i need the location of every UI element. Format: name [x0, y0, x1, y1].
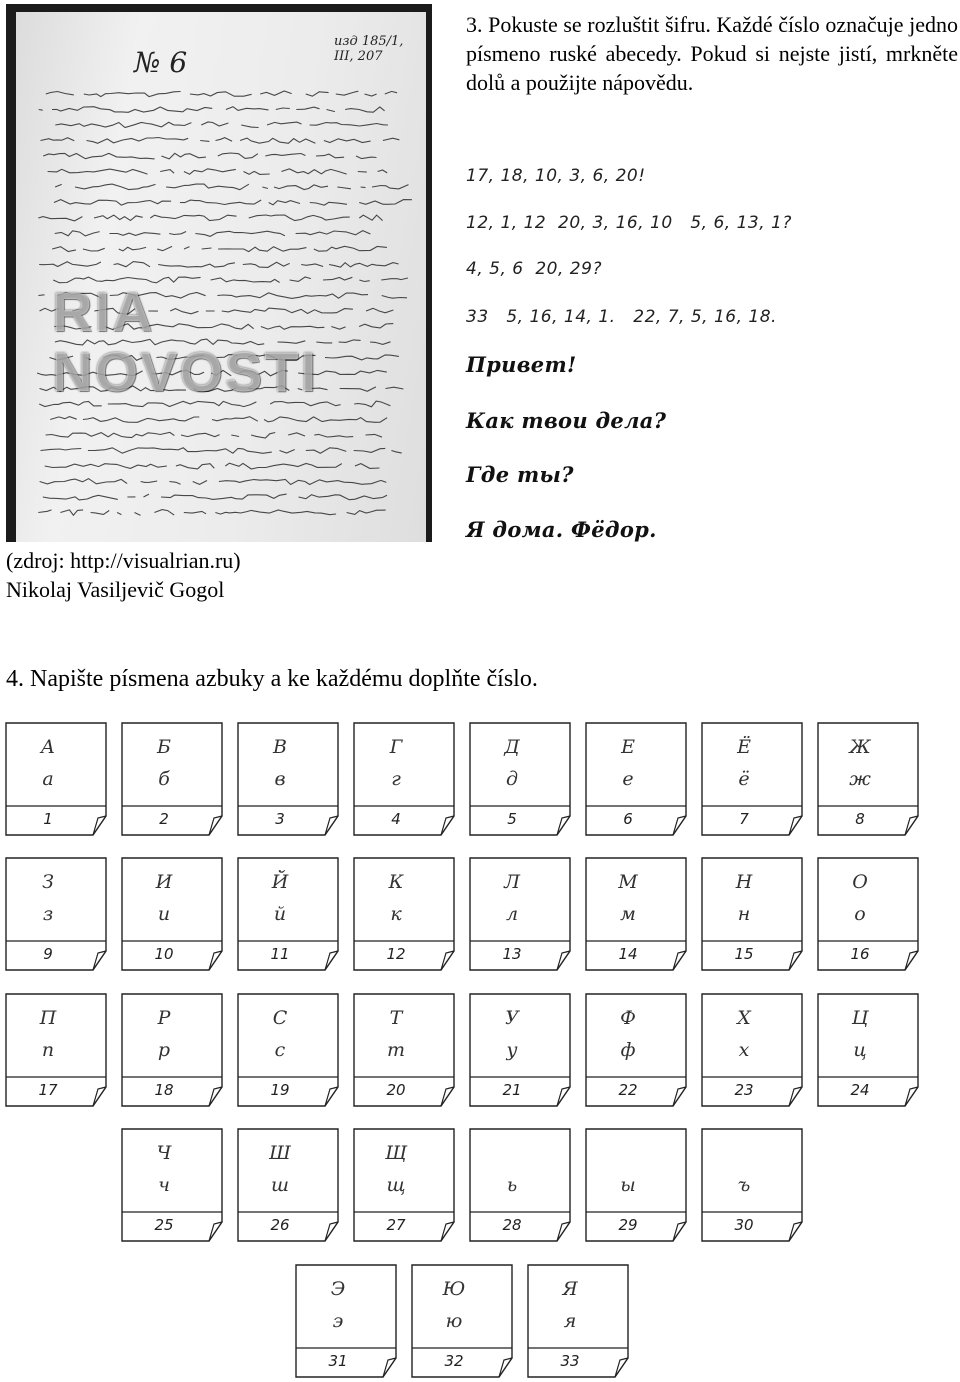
- lowercase-letter: э: [332, 1310, 344, 1332]
- cipher-line: 17, 18, 10, 3, 6, 20!: [466, 166, 646, 186]
- letter-number: 5: [507, 810, 517, 828]
- lowercase-letter: ш: [271, 1174, 289, 1196]
- letter-number: 4: [391, 810, 401, 828]
- letter-number: 14: [618, 945, 638, 963]
- letter-number: 17: [38, 1081, 58, 1099]
- lowercase-letter: ю: [445, 1310, 463, 1332]
- letter-number: 21: [502, 1081, 522, 1099]
- lowercase-letter: г: [391, 768, 401, 790]
- lowercase-letter: ж: [849, 768, 871, 790]
- letter-number: 3: [275, 810, 285, 828]
- letter-card: [585, 993, 687, 1107]
- lowercase-letter: о: [854, 903, 866, 925]
- cipher-line: 33 5, 16, 14, 1. 22, 7, 5, 16, 18.: [466, 307, 777, 327]
- letter-card: [469, 722, 571, 836]
- letter-number: 8: [855, 810, 865, 828]
- uppercase-letter: Н: [735, 871, 753, 893]
- letter-card: [121, 993, 223, 1107]
- letter-card: [817, 857, 919, 971]
- lowercase-letter: ц: [853, 1039, 867, 1061]
- letter-card: [469, 993, 571, 1107]
- lowercase-letter: р: [157, 1039, 171, 1061]
- letter-card: [817, 722, 919, 836]
- letter-card: [411, 1264, 513, 1378]
- uppercase-letter: Ш: [269, 1142, 291, 1164]
- letter-number: 7: [739, 810, 749, 828]
- uppercase-letter: М: [618, 871, 638, 893]
- lowercase-letter: ь: [506, 1174, 518, 1196]
- uppercase-letter: П: [39, 1007, 57, 1029]
- letter-card: [469, 857, 571, 971]
- script-line: Привет!: [466, 352, 577, 377]
- lowercase-letter: а: [42, 768, 54, 790]
- uppercase-letter: Я: [562, 1278, 578, 1300]
- letter-number: 33: [560, 1352, 580, 1370]
- uppercase-letter: Щ: [385, 1142, 407, 1164]
- cipher-line: 4, 5, 6 20, 29?: [466, 259, 602, 279]
- watermark-logo: RIA NOVOSTI: [52, 280, 319, 403]
- letter-card: [5, 993, 107, 1107]
- lowercase-letter: щ: [386, 1174, 406, 1196]
- uppercase-letter: Ф: [620, 1007, 636, 1029]
- lowercase-letter: у: [506, 1039, 518, 1061]
- uppercase-letter: Х: [737, 1007, 751, 1029]
- lowercase-letter: в: [274, 768, 286, 790]
- letter-number: 23: [734, 1081, 754, 1099]
- letter-number: 2: [159, 810, 169, 828]
- lowercase-letter: х: [738, 1039, 750, 1061]
- letter-card: [295, 1264, 397, 1378]
- letter-number: 9: [43, 945, 53, 963]
- uppercase-letter: Ц: [851, 1007, 869, 1029]
- letter-card: [469, 1128, 571, 1242]
- uppercase-letter: Т: [389, 1007, 403, 1029]
- letter-number: 20: [386, 1081, 406, 1099]
- letter-number: 15: [734, 945, 754, 963]
- cipher-line: 12, 1, 12 20, 3, 16, 10 5, 6, 13, 1?: [466, 213, 792, 233]
- lowercase-letter: е: [622, 768, 634, 790]
- lowercase-letter: н: [737, 903, 751, 925]
- letter-card: [353, 722, 455, 836]
- letter-card: [817, 993, 919, 1107]
- uppercase-letter: У: [505, 1007, 519, 1029]
- letter-number: 24: [850, 1081, 870, 1099]
- letter-number: 12: [386, 945, 406, 963]
- letter-number: 30: [734, 1216, 754, 1234]
- letter-number: 29: [618, 1216, 638, 1234]
- lowercase-letter: я: [563, 1310, 577, 1332]
- letter-card: [121, 1128, 223, 1242]
- letter-card: [121, 857, 223, 971]
- letter-card: [237, 857, 339, 971]
- uppercase-letter: В: [273, 736, 287, 758]
- uppercase-letter: Л: [504, 871, 520, 893]
- lowercase-letter: п: [41, 1039, 55, 1061]
- letter-number: 28: [502, 1216, 522, 1234]
- uppercase-letter: Д: [504, 736, 520, 758]
- uppercase-letter: И: [155, 871, 173, 893]
- letter-card: [237, 722, 339, 836]
- letter-number: 16: [850, 945, 870, 963]
- letter-number: 19: [270, 1081, 290, 1099]
- uppercase-letter: Р: [157, 1007, 171, 1029]
- letter-number: 13: [502, 945, 522, 963]
- letter-number: 27: [386, 1216, 406, 1234]
- lowercase-letter: з: [42, 903, 54, 925]
- uppercase-letter: О: [852, 871, 868, 893]
- letter-number: 10: [154, 945, 174, 963]
- letter-card: [353, 1128, 455, 1242]
- lowercase-letter: м: [620, 903, 636, 925]
- letter-card: [701, 722, 803, 836]
- lowercase-letter: ё: [738, 768, 750, 790]
- uppercase-letter: С: [272, 1007, 288, 1029]
- letter-number: 26: [270, 1216, 290, 1234]
- uppercase-letter: Г: [389, 736, 403, 758]
- letter-card: [353, 993, 455, 1107]
- uppercase-letter: Ж: [849, 736, 871, 758]
- letter-card: [701, 1128, 803, 1242]
- lowercase-letter: ы: [620, 1174, 636, 1196]
- uppercase-letter: Й: [271, 871, 289, 893]
- letter-number: 11: [270, 945, 290, 963]
- letter-card: [121, 722, 223, 836]
- letter-card: [585, 1128, 687, 1242]
- lowercase-letter: ъ: [737, 1174, 751, 1196]
- letter-number: 6: [623, 810, 633, 828]
- author-caption: Nikolaj Vasiljevič Gogol: [6, 577, 225, 602]
- uppercase-letter: Ю: [442, 1278, 466, 1300]
- lowercase-letter: т: [386, 1039, 406, 1061]
- letter-card: [701, 857, 803, 971]
- letter-number: 22: [618, 1081, 638, 1099]
- letter-number: 18: [154, 1081, 174, 1099]
- letter-number: 1: [43, 810, 53, 828]
- uppercase-letter: А: [40, 736, 56, 758]
- letter-card: [5, 857, 107, 971]
- letter-card: [585, 857, 687, 971]
- lowercase-letter: с: [274, 1039, 286, 1061]
- lowercase-letter: ф: [620, 1039, 636, 1061]
- letter-card: [585, 722, 687, 836]
- exercise4-title: 4. Napište písmena azbuky a ke každému doplňte číslo.: [6, 666, 538, 692]
- lowercase-letter: л: [505, 903, 519, 925]
- letter-card: [5, 722, 107, 836]
- letter-card: [701, 993, 803, 1107]
- lowercase-letter: и: [157, 903, 171, 925]
- letter-card: [353, 857, 455, 971]
- exercise3-instruction: 3. Pokuste se rozluštit šifru. Každé číslo označuje jedno písmeno ruské abecedy. Pokud si nejste jistí, mrkněte dolů a použijte nápovědu.: [466, 12, 958, 95]
- uppercase-letter: Б: [157, 736, 171, 758]
- uppercase-letter: Ё: [737, 736, 751, 758]
- manuscript-corner-mark: № 6: [134, 46, 188, 79]
- uppercase-letter: Ч: [156, 1142, 172, 1164]
- lowercase-letter: д: [505, 768, 519, 790]
- uppercase-letter: Э: [330, 1278, 346, 1300]
- letter-number: 25: [154, 1216, 174, 1234]
- manuscript-corner-note: изд 185/1, III, 207: [334, 34, 404, 64]
- lowercase-letter: б: [158, 768, 170, 790]
- letter-card: [237, 993, 339, 1107]
- letter-card: [237, 1128, 339, 1242]
- script-line: Где ты?: [466, 462, 574, 487]
- letter-card: [527, 1264, 629, 1378]
- uppercase-letter: З: [42, 871, 54, 893]
- lowercase-letter: к: [390, 903, 402, 925]
- uppercase-letter: Е: [621, 736, 635, 758]
- lowercase-letter: ч: [158, 1174, 170, 1196]
- letter-number: 32: [444, 1352, 464, 1370]
- script-line: Как твои дела?: [466, 408, 667, 433]
- image-source-caption: (zdroj: http://visualrian.ru): [6, 548, 241, 573]
- lowercase-letter: й: [273, 903, 287, 925]
- uppercase-letter: К: [388, 871, 404, 893]
- script-line: Я дома. Фёдор.: [466, 517, 657, 542]
- letter-number: 31: [328, 1352, 348, 1370]
